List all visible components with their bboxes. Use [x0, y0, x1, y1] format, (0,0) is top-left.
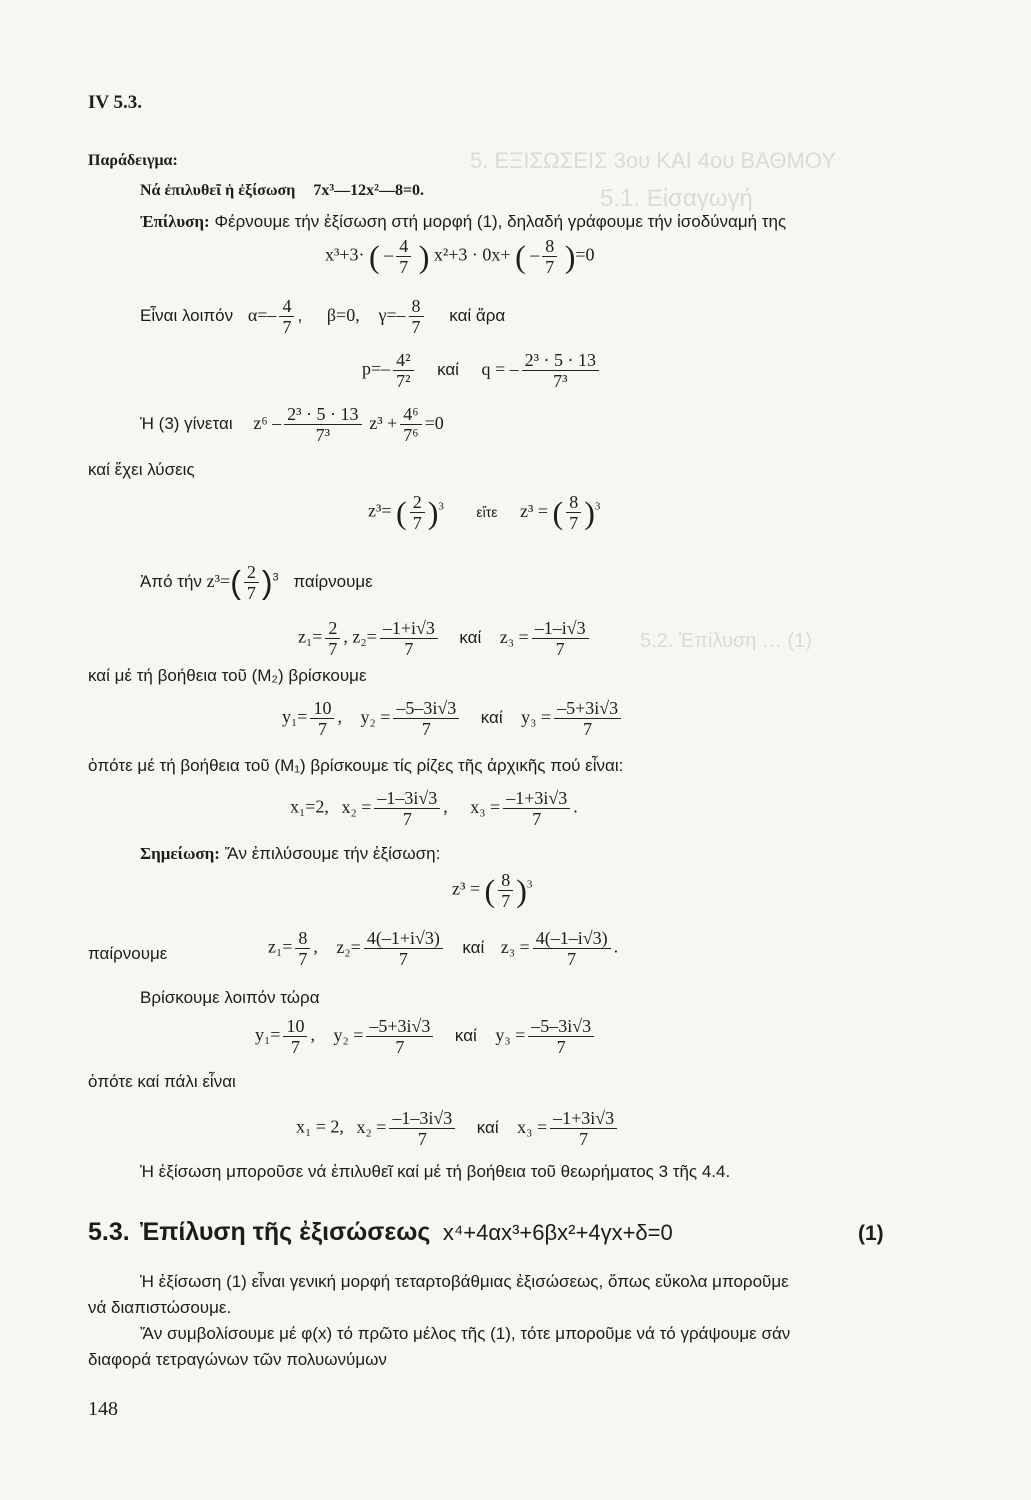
fraction: [400, 404, 421, 445]
fraction: [554, 698, 621, 739]
denominator: 7: [567, 949, 577, 969]
z-roots-b: z₁= $\frac{8}{7}$ , z₂= $\frac{4(-1+i√3)}{7}$ καί z₃ = $\frac{4(-1-i√3)}{7}$ .: [268, 928, 619, 969]
paren-open: (: [396, 494, 407, 531]
eq1-part-c: =0: [575, 244, 595, 265]
denominator: 7: [555, 639, 565, 659]
section-heading: [88, 1218, 673, 1247]
z3-eq: z³ =: [452, 878, 481, 899]
section-title: Ἐπίλυση τῆς ἐξισώσεως: [140, 1218, 431, 1246]
y3-label: y₃ =: [495, 1024, 526, 1045]
numerator: 4⁶: [400, 404, 421, 425]
fraction: [389, 1108, 455, 1149]
numerator: –1+3i√3: [550, 1108, 617, 1129]
remark-line: [140, 844, 440, 864]
fraction: [566, 492, 581, 533]
fraction: [410, 492, 425, 533]
fraction: [542, 236, 557, 277]
solution-label: Ἐπίλυση:: [140, 212, 210, 231]
section-paragraph-1: Ἡ ἐξίσωση (1) εἶναι γενική μορφή τεταρτοβάθμιας ἐξισώσεως, ὅπως εὔκολα μποροῦμε: [140, 1272, 789, 1291]
numerator: 2³ · 5 · 13: [522, 350, 599, 371]
x-roots: x₁=2, x₂ = $\frac{-1-3i√3}{7}$ , x₃ = $\frac{-1+3i√3}{7}$ .: [290, 788, 578, 829]
pairnoume-text: παίρνουμε: [293, 571, 373, 591]
fraction: [396, 236, 411, 277]
fraction: [279, 296, 294, 337]
numerator: 8: [542, 236, 557, 257]
kai-text: καί: [476, 1117, 499, 1137]
y2-label: y₂ =: [360, 706, 391, 727]
numerator: –1+i√3: [380, 618, 438, 639]
denominator: 7: [298, 949, 308, 969]
numerator: 4: [396, 236, 411, 257]
denominator: 7: [579, 1129, 589, 1149]
fraction: [409, 296, 424, 337]
section-paragraph-2: Ἄν συμβολίσουμε μέ φ(x) τό πρῶτο μέλος τῆς (1), τότε μποροῦμε νά τό γράψουμε σάν: [140, 1324, 791, 1343]
task-text: [140, 182, 424, 200]
z1-label: z₁=: [298, 626, 323, 647]
task-equation: 7x³—12x²—8=0.: [313, 182, 425, 199]
denominator: 7: [417, 1129, 427, 1149]
fraction: [244, 562, 259, 603]
numerator: 4(–1–i√3): [533, 928, 611, 949]
x1-label: x₁ = 2,: [296, 1116, 344, 1137]
denominator: 7: [398, 949, 408, 969]
z3-eq3: z³=: [206, 570, 231, 591]
x1-label: x₁=2,: [290, 796, 329, 817]
denominator: 7: [545, 257, 555, 277]
kai-text: καί: [480, 707, 503, 727]
x3-label: x₃ =: [517, 1116, 548, 1137]
paren-close: ): [516, 872, 527, 909]
fraction: [532, 618, 589, 659]
paren-open: (: [230, 564, 241, 601]
numerator: 4²: [393, 350, 413, 371]
section-paragraph-2b: διαφορά τετραγώνων τῶν πολυωνύμων: [88, 1350, 387, 1369]
z2-label: z₂=: [336, 936, 361, 957]
denominator: 7³: [315, 425, 330, 445]
fraction: [522, 350, 599, 391]
fraction: [364, 928, 443, 969]
z2-label: z₂=: [352, 626, 377, 647]
eq1-part-b: x²+3 · 0x+: [433, 244, 511, 265]
solution-text: Φέρνουμε τήν ἐξίσωση στή μορφή (1), δηλαδή γράφουμε τήν ἰσοδύναμή της: [214, 212, 787, 231]
x3-label: x₃ =: [470, 796, 501, 817]
equation-1: x³+3· ( – $\frac{4}{7}$ ) x²+3 · 0x+ ( – $\frac{8}{7}$ )=0: [325, 236, 595, 277]
x2-label: x₂ =: [341, 796, 372, 817]
opote-palin-text: ὁπότε καί πάλι εἶναι: [88, 1072, 236, 1091]
fraction: [325, 618, 340, 659]
remark-text: Ἄν ἐπιλύσουμε τήν ἐξίσωση:: [224, 844, 441, 863]
fraction: [380, 618, 438, 659]
numerator: 8: [295, 928, 310, 949]
pairnoume2-text: παίρνουμε: [88, 944, 168, 963]
kai-ara-text: καί ἄρα: [449, 305, 506, 325]
h3-line: [140, 404, 444, 445]
paren-close: ): [584, 494, 595, 531]
paren-open: (: [484, 872, 496, 909]
gamma-label: γ=–: [378, 304, 406, 325]
numerator: 8: [566, 492, 581, 513]
closing-text: Ἡ ἐξίσωση μποροῦσε νά ἐπιλυθεῖ καί μέ τή βοήθεια τοῦ θεωρήματος 3 τῆς 4.4.: [140, 1162, 731, 1181]
denominator: 7²: [396, 371, 411, 391]
solution-line: [140, 212, 786, 232]
section-equation: x⁴+4αx³+6βx²+4γx+δ=0: [442, 1220, 673, 1245]
apo-text: Ἀπό τήν: [140, 571, 202, 591]
y-roots: y₁= $\frac{10}{7}$ , y₂ = $\frac{-5-3i√3}{7}$ καί y₃ = $\frac{-5+3i√3}{7}$: [282, 698, 624, 739]
numerator: –1–3i√3: [374, 788, 440, 809]
numerator: –5–3i√3: [393, 698, 459, 719]
z3-eq: z³=: [368, 500, 392, 521]
denominator: 7: [411, 317, 421, 337]
fraction: [374, 788, 440, 829]
einai-text: Εἶναι λοιπόν: [140, 305, 234, 325]
z3-eq2: z³ =: [519, 500, 549, 521]
denominator: 7³: [553, 371, 568, 391]
denominator: 7: [532, 809, 542, 829]
paren-open: (: [515, 238, 526, 275]
denominator: 7: [501, 891, 511, 911]
denominator: 7⁶: [403, 425, 419, 445]
numerator: 4(–1+i√3): [364, 928, 443, 949]
numerator: 2: [244, 562, 259, 583]
denominator: 7: [556, 1037, 566, 1057]
denominator: 7: [402, 809, 412, 829]
kai-text: καί: [459, 627, 482, 647]
numerator: 2: [410, 492, 425, 513]
fraction: [393, 350, 413, 391]
denominator: 7: [290, 1037, 300, 1057]
numerator: 2: [325, 618, 340, 639]
denominator: 7: [246, 583, 256, 603]
kai-text: καί: [437, 359, 459, 379]
denominator: 7: [317, 719, 327, 739]
z3-label: z₃ =: [500, 936, 530, 957]
q-label: q = –: [481, 358, 519, 379]
fraction: [550, 1108, 617, 1149]
fraction: [283, 1016, 307, 1057]
opote-m1: ὁπότε μέ τή βοήθεια τοῦ (M₁) βρίσκουμε τίς ρίζες τῆς ἀρχικῆς πού εἶναι:: [88, 756, 624, 775]
section-paragraph-1b: νά διαπιστώσουμε.: [88, 1298, 232, 1317]
paren-close: ): [418, 238, 430, 275]
fraction: [503, 788, 570, 829]
y1-label: y₁=: [282, 706, 308, 727]
p-label: p=–: [362, 358, 391, 379]
z-roots: z₁= $\frac{2}{7}$ , z₂= $\frac{-1+i√3}{7}$ καί z₃ = $\frac{-1-i√3}{7}$: [298, 618, 592, 659]
z3-term: z³ +: [369, 412, 398, 433]
denominator: 7: [421, 719, 431, 739]
fraction: [295, 928, 310, 969]
equation-number: (1): [858, 1222, 884, 1245]
z1-label: z₁=: [268, 936, 293, 957]
denominator: 7: [395, 1037, 405, 1057]
kai-text: καί: [454, 1025, 477, 1045]
remark-equation: z³ = ( $\frac{8}{7}$ )$^3$: [452, 870, 533, 911]
denominator: 7: [569, 513, 579, 533]
numerator: 4: [279, 296, 294, 317]
x-roots-b: [296, 1108, 620, 1149]
denominator: 7: [399, 257, 409, 277]
task-statement: Νά ἐπιλυθεῖ ἡ ἐξίσωση: [140, 182, 296, 199]
denominator: 7: [404, 639, 414, 659]
me-voitheia-m2: καί μέ τή βοήθεια τοῦ (M₂) βρίσκουμε: [88, 666, 367, 685]
vriskoume-text: Βρίσκουμε λοιπόν τώρα: [140, 988, 320, 1007]
remark-label: Σημείωση:: [140, 844, 220, 863]
denominator: 7: [412, 513, 422, 533]
y3-label: y₃ =: [521, 706, 552, 727]
denominator: 7: [328, 639, 338, 659]
example-label: Παράδειγμα:: [88, 152, 178, 169]
h3-text: Ἡ (3) γίνεται: [140, 413, 233, 433]
numerator: 8: [498, 870, 513, 891]
eq1-part-a: x³+3·: [325, 244, 365, 265]
y1-label: y₁=: [255, 1024, 281, 1045]
numerator: –1–i√3: [532, 618, 589, 639]
numerator: 2³ · 5 · 13: [284, 404, 361, 425]
numerator: 8: [409, 296, 424, 317]
p-q-line: [362, 350, 602, 391]
alpha-label: α=–: [247, 304, 277, 325]
fraction: [533, 928, 611, 969]
numerator: –5+3i√3: [554, 698, 621, 719]
z3-label: z₃ =: [499, 626, 529, 647]
paren-open: (: [369, 238, 380, 275]
apo-line: Ἀπό τήν z³=( $\frac{2}{7}$ )$^3$ παίρνουμε: [140, 562, 373, 603]
numerator: 10: [283, 1016, 307, 1037]
fraction: [310, 698, 334, 739]
paren-close: ): [564, 238, 576, 275]
numerator: –5–3i√3: [528, 1016, 594, 1037]
denominator: 7: [583, 719, 593, 739]
kai-exei-text: καί ἔχει λύσεις: [88, 460, 195, 479]
denominator: 7: [282, 317, 292, 337]
kai-text: καί: [462, 937, 485, 957]
y-roots-b: y₁= $\frac{10}{7}$ , y₂ = $\frac{-5+3i√3}{7}$ καί y₃ = $\frac{-5-3i√3}{7}$: [255, 1016, 597, 1057]
section-number: 5.3.: [88, 1218, 130, 1246]
eite-text: εἴτε: [476, 503, 498, 520]
numerator: –1+3i√3: [503, 788, 570, 809]
numerator: –1–3i√3: [389, 1108, 455, 1129]
z6-term: z⁶ –: [253, 412, 282, 433]
z3-solutions: z³= ( $\frac{2}{7}$ )$^3$ εἴτε z³ = ( $\frac{8}{7}$ )$^3$: [368, 492, 601, 533]
paren-close: ): [427, 494, 439, 531]
paren-open: (: [552, 494, 564, 531]
paren-close: ): [261, 564, 273, 601]
beta-label: β=0,: [326, 304, 360, 325]
fraction: [528, 1016, 594, 1057]
x2-label: x₂ =: [356, 1116, 387, 1137]
fraction: [498, 870, 513, 911]
section-header: IV 5.3.: [88, 92, 143, 113]
eq-zero: =0: [424, 412, 444, 433]
fraction: [366, 1016, 433, 1057]
numerator: –5+3i√3: [366, 1016, 433, 1037]
y2-label: y₂ =: [333, 1024, 364, 1045]
page-number: 148: [88, 1398, 118, 1420]
fraction: [284, 404, 361, 445]
einai-line: Εἶναι λοιπόν α=– $\frac{4}{7}$ , β=0, γ=– $\frac{8}{7}$ καί ἄρα: [140, 296, 506, 337]
fraction: [393, 698, 459, 739]
numerator: 10: [310, 698, 334, 719]
